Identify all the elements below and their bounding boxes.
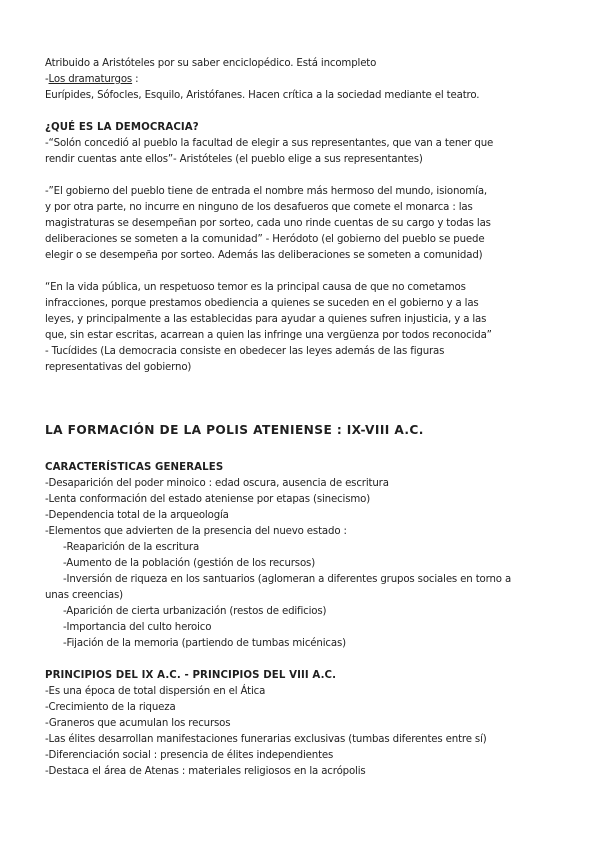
list-item: -Diferenciación social : presencia de élites independientes xyxy=(45,750,334,761)
quote-tucidides-line: que, sin estar escritas, acarrean a quien las infringe una vergüenza por todos reconocida” xyxy=(45,330,492,341)
list-item: -Graneros que acumulan los recursos xyxy=(45,718,231,729)
dash: - xyxy=(45,74,49,85)
sub-list-item: -Aparición de cierta urbanización (restos de edificios) xyxy=(63,606,327,617)
document-page xyxy=(45,56,545,780)
colon: : xyxy=(132,74,139,85)
list-item: -Elementos que advierten de la presencia del nuevo estado : xyxy=(45,526,347,537)
democracia-heading: ¿QUÉ ES LA DEMOCRACIA? xyxy=(45,122,199,133)
dramaturgos-description: Eurípides, Sófocles, Esquilo, Aristófanes. Hacen crítica a la sociedad mediante el teatro. xyxy=(45,90,480,101)
quote-aristoteles-line: -“Solón concedió al pueblo la facultad de elegir a sus representantes, que van a tener que xyxy=(45,138,494,149)
quote-herodoto-line: deliberaciones se someten a la comunidad” - Heródoto (el gobierno del pueblo se puede xyxy=(45,234,485,245)
quote-tucidides-line: - Tucídides (La democracia consiste en obedecer las leyes además de las figuras xyxy=(45,346,445,357)
quote-tucidides-line: leyes, y principalmente a las establecidas para ayudar a quienes sufren injusticia, y a las xyxy=(45,314,487,325)
caracteristicas-heading: CARACTERÍSTICAS GENERALES xyxy=(45,462,224,473)
quote-herodoto-line: magistraturas se desempeñan por sorteo, cada uno rinde cuentas de su cargo y todas las xyxy=(45,218,491,229)
list-item: -Destaca el área de Atenas : materiales religiosos en la acrópolis xyxy=(45,766,366,777)
list-item: -Crecimiento de la riqueza xyxy=(45,702,176,713)
sub-list-item: -Inversión de riqueza en los santuarios (aglomeran a diferentes grupos sociales en torno a xyxy=(63,574,512,585)
sub-list-item: -Importancia del culto heroico xyxy=(63,622,212,633)
list-item: -Es una época de total dispersión en el Ática xyxy=(45,686,266,697)
quote-tucidides-line: infracciones, porque prestamos obediencia a quienes se suceden en el gobierno y a las xyxy=(45,298,479,309)
sub-list-item: -Fijación de la memoria (partiendo de tumbas micénicas) xyxy=(63,638,346,649)
quote-herodoto-line: y por otra parte, no incurre en ninguno de los desafueros que comete el monarca : las xyxy=(45,202,473,213)
dramaturgos-line xyxy=(45,72,545,88)
intro-line: Atribuido a Aristóteles por su saber enciclopédico. Está incompleto xyxy=(45,58,377,69)
sub-list-item: -Aumento de la población (gestión de los recursos) xyxy=(63,558,316,569)
sub-list-item-wrap: unas creencias) xyxy=(45,590,123,601)
list-item: -Desaparición del poder minoico : edad oscura, ausencia de escritura xyxy=(45,478,389,489)
principios-heading: PRINCIPIOS DEL IX A.C. - PRINCIPIOS DEL VIII A.C. xyxy=(45,670,337,681)
quote-tucidides-line: representativas del gobierno) xyxy=(45,362,192,373)
quote-tucidides-line: “En la vida pública, un respetuoso temor es la principal causa de que no cometamos xyxy=(45,282,466,293)
list-item: -Lenta conformación del estado ateniense por etapas (sinecismo) xyxy=(45,494,371,505)
quote-aristoteles-line: rendir cuentas ante ellos”- Aristóteles (el pueblo elige a sus representantes) xyxy=(45,154,423,165)
polis-title: LA FORMACIÓN DE LA POLIS ATENIENSE : IX-VIII A.C. xyxy=(45,423,424,437)
quote-herodoto-line: -”El gobierno del pueblo tiene de entrada el nombre más hermoso del mundo, isionomía, xyxy=(45,186,488,197)
sub-list-item: -Reaparición de la escritura xyxy=(63,542,200,553)
list-item: -Las élites desarrollan manifestaciones funerarias exclusivas (tumbas diferentes entre sí) xyxy=(45,734,487,745)
list-item: -Dependencia total de la arqueología xyxy=(45,510,229,521)
quote-herodoto-line: elegir o se desempeña por sorteo. Además las deliberaciones se someten a comunidad) xyxy=(45,250,483,261)
dramaturgos-label: Los dramaturgos xyxy=(48,74,133,85)
